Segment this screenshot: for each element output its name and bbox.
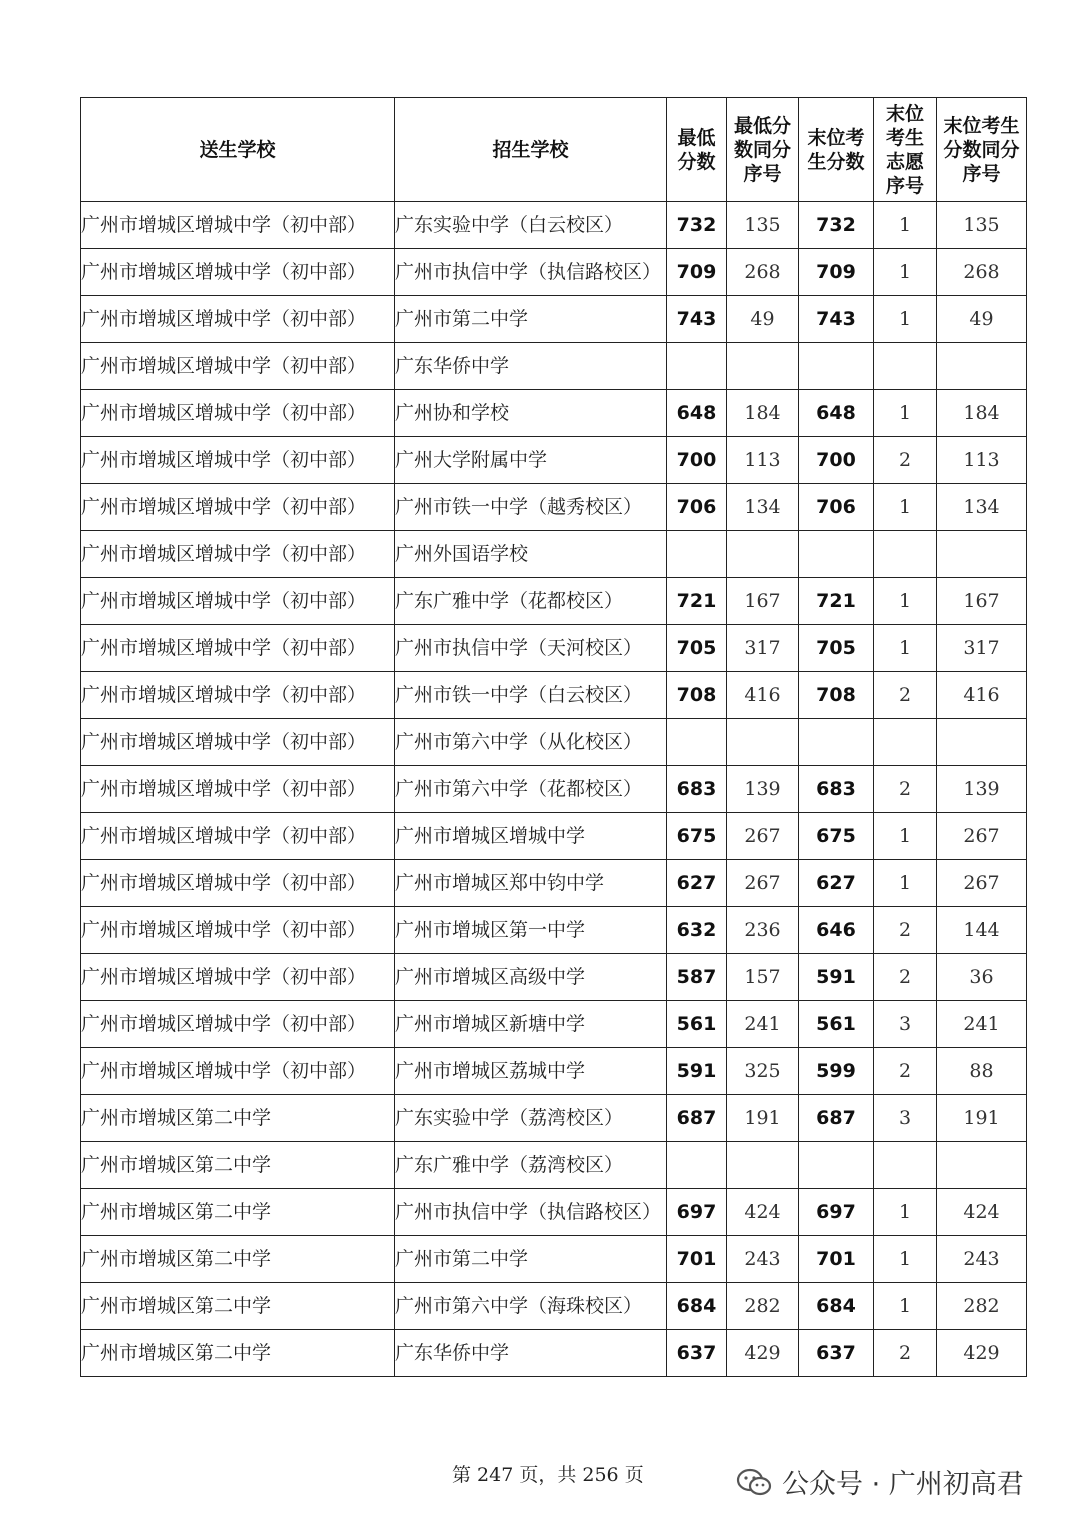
cell-send-school: 广州市增城区增城中学（初中部） [81,578,395,625]
header-last-score [799,98,874,202]
cell-recv-school: 广州市铁一中学（越秀校区） [395,484,667,531]
cell-recv-school: 广州市铁一中学（白云校区） [395,672,667,719]
cell-min-rank: 157 [727,954,799,1001]
cell-send-school: 广州市增城区第二中学 [81,1095,395,1142]
cell-last-rank: 134 [937,484,1027,531]
cell-recv-school: 广东实验中学（白云校区） [395,202,667,249]
cell-send-school: 广州市增城区增城中学（初中部） [81,813,395,860]
cell-min-rank: 317 [727,625,799,672]
cell-last-rank: 241 [937,1001,1027,1048]
table-row [81,907,1027,954]
cell-min-score: 627 [667,860,727,907]
cell-last-rank: 113 [937,437,1027,484]
cell-last-choice: 1 [874,813,937,860]
table-row [81,1283,1027,1330]
cell-send-school: 广州市增城区第二中学 [81,1142,395,1189]
table-row [81,1001,1027,1048]
table-body [81,202,1027,1377]
cell-last-rank: 267 [937,813,1027,860]
cell-last-rank [937,531,1027,578]
cell-send-school: 广州市增城区增城中学（初中部） [81,249,395,296]
header-recv-school: 招生学校 [395,98,667,202]
wechat-watermark [736,1462,1024,1501]
cell-min-score: 705 [667,625,727,672]
cell-last-score: 721 [799,578,874,625]
cell-last-choice: 2 [874,1048,937,1095]
cell-min-rank [727,531,799,578]
cell-send-school: 广州市增城区增城中学（初中部） [81,437,395,484]
cell-last-rank: 139 [937,766,1027,813]
cell-last-rank: 267 [937,860,1027,907]
cell-last-choice: 1 [874,484,937,531]
cell-last-choice: 2 [874,437,937,484]
cell-recv-school: 广东实验中学（荔湾校区） [395,1095,667,1142]
cell-min-score: 637 [667,1330,727,1377]
cell-last-rank: 416 [937,672,1027,719]
cell-last-score: 700 [799,437,874,484]
cell-min-score: 708 [667,672,727,719]
cell-min-rank [727,719,799,766]
cell-send-school: 广州市增城区增城中学（初中部） [81,484,395,531]
cell-last-score: 701 [799,1236,874,1283]
cell-min-rank: 241 [727,1001,799,1048]
cell-last-rank: 144 [937,907,1027,954]
table-header [81,98,1027,202]
cell-last-score [799,343,874,390]
cell-recv-school: 广州市第六中学（花都校区） [395,766,667,813]
cell-min-rank: 49 [727,296,799,343]
cell-min-score: 706 [667,484,727,531]
cell-min-score: 721 [667,578,727,625]
cell-min-rank: 424 [727,1189,799,1236]
cell-recv-school: 广东华侨中学 [395,1330,667,1377]
cell-last-choice: 1 [874,1189,937,1236]
cell-recv-school: 广州市执信中学（天河校区） [395,625,667,672]
cell-min-score: 732 [667,202,727,249]
cell-min-rank [727,1142,799,1189]
header-send-school: 送生学校 [81,98,395,202]
cell-last-rank: 184 [937,390,1027,437]
cell-recv-school: 广州市增城区新塘中学 [395,1001,667,1048]
cell-recv-school: 广州市第六中学（从化校区） [395,719,667,766]
header-min-rank [727,98,799,202]
cell-last-rank [937,343,1027,390]
table-row [81,625,1027,672]
cell-min-score: 632 [667,907,727,954]
cell-min-rank: 167 [727,578,799,625]
cell-recv-school: 广州市增城区增城中学 [395,813,667,860]
table-row [81,813,1027,860]
cell-recv-school: 广州市第二中学 [395,1236,667,1283]
admission-score-table [80,97,1027,1377]
cell-recv-school: 广州市增城区郑中钧中学 [395,860,667,907]
table-row [81,531,1027,578]
cell-send-school: 广州市增城区增城中学（初中部） [81,860,395,907]
cell-recv-school: 广州市增城区高级中学 [395,954,667,1001]
header-min-rank-text: 最低分数同分序号 [733,114,791,185]
cell-last-rank [937,1142,1027,1189]
cell-min-rank: 134 [727,484,799,531]
cell-min-rank: 429 [727,1330,799,1377]
cell-send-school: 广州市增城区增城中学（初中部） [81,390,395,437]
cell-last-choice: 1 [874,296,937,343]
cell-last-score: 697 [799,1189,874,1236]
cell-last-choice: 3 [874,1095,937,1142]
table-row [81,249,1027,296]
cell-recv-school: 广州市第二中学 [395,296,667,343]
cell-send-school: 广州市增城区增城中学（初中部） [81,296,395,343]
header-last-score-text: 末位考生分数 [807,126,865,173]
cell-recv-school: 广东华侨中学 [395,343,667,390]
cell-min-score: 648 [667,390,727,437]
cell-min-score [667,719,727,766]
cell-last-choice: 3 [874,1001,937,1048]
cell-last-choice: 2 [874,766,937,813]
cell-send-school: 广州市增城区第二中学 [81,1330,395,1377]
cell-last-choice [874,531,937,578]
cell-min-score: 675 [667,813,727,860]
cell-recv-school: 广州市第六中学（海珠校区） [395,1283,667,1330]
table-row [81,1189,1027,1236]
table-row [81,484,1027,531]
cell-last-score: 708 [799,672,874,719]
cell-last-choice: 1 [874,578,937,625]
cell-min-rank [727,343,799,390]
cell-send-school: 广州市增城区增城中学（初中部） [81,766,395,813]
cell-min-rank: 325 [727,1048,799,1095]
table-row [81,437,1027,484]
cell-last-rank: 317 [937,625,1027,672]
cell-min-score: 709 [667,249,727,296]
cell-min-rank: 282 [727,1283,799,1330]
cell-min-score [667,531,727,578]
table-row [81,954,1027,1001]
table-row [81,343,1027,390]
cell-recv-school: 广东广雅中学（荔湾校区） [395,1142,667,1189]
cell-send-school: 广州市增城区增城中学（初中部） [81,907,395,954]
page-number: 第 247 页，共 256 页 [452,1464,644,1486]
cell-last-choice: 2 [874,672,937,719]
cell-last-score: 675 [799,813,874,860]
cell-send-school: 广州市增城区增城中学（初中部） [81,1001,395,1048]
cell-last-rank: 429 [937,1330,1027,1377]
cell-last-rank: 49 [937,296,1027,343]
cell-last-score: 743 [799,296,874,343]
cell-min-score: 743 [667,296,727,343]
page-footer [0,1460,1080,1500]
cell-send-school: 广州市增城区第二中学 [81,1236,395,1283]
header-last-choice [874,98,937,202]
cell-min-score [667,1142,727,1189]
cell-last-rank: 36 [937,954,1027,1001]
cell-last-score: 687 [799,1095,874,1142]
table-row [81,766,1027,813]
cell-recv-school: 广东广雅中学（花都校区） [395,578,667,625]
cell-min-score: 587 [667,954,727,1001]
cell-min-rank: 184 [727,390,799,437]
cell-last-rank: 243 [937,1236,1027,1283]
cell-last-score: 627 [799,860,874,907]
cell-recv-school: 广州市执信中学（执信路校区） [395,1189,667,1236]
cell-recv-school: 广州市增城区荔城中学 [395,1048,667,1095]
cell-last-rank: 135 [937,202,1027,249]
cell-min-score: 684 [667,1283,727,1330]
cell-last-score: 732 [799,202,874,249]
cell-min-rank: 267 [727,813,799,860]
cell-last-rank: 268 [937,249,1027,296]
table-row [81,719,1027,766]
table-row [81,1330,1027,1377]
cell-send-school: 广州市增城区增城中学（初中部） [81,531,395,578]
header-min-score [667,98,727,202]
cell-last-score: 561 [799,1001,874,1048]
cell-min-rank: 267 [727,860,799,907]
cell-min-rank: 135 [727,202,799,249]
cell-send-school: 广州市增城区增城中学（初中部） [81,1048,395,1095]
table-row [81,672,1027,719]
cell-min-score: 683 [667,766,727,813]
cell-last-choice: 1 [874,1236,937,1283]
header-min-score-text: 最低分数 [677,126,716,173]
cell-recv-school: 广州外国语学校 [395,531,667,578]
cell-send-school: 广州市增城区第二中学 [81,1189,395,1236]
cell-last-rank: 167 [937,578,1027,625]
cell-last-score: 684 [799,1283,874,1330]
cell-last-choice: 1 [874,202,937,249]
cell-min-score: 701 [667,1236,727,1283]
cell-recv-school: 广州市执信中学（执信路校区） [395,249,667,296]
cell-last-rank: 191 [937,1095,1027,1142]
cell-min-rank: 191 [727,1095,799,1142]
cell-last-choice [874,343,937,390]
table-row [81,202,1027,249]
table-row [81,860,1027,907]
cell-last-choice: 1 [874,1283,937,1330]
cell-send-school: 广州市增城区增城中学（初中部） [81,343,395,390]
cell-last-choice: 1 [874,390,937,437]
cell-min-rank: 268 [727,249,799,296]
table-row [81,1236,1027,1283]
cell-send-school: 广州市增城区增城中学（初中部） [81,202,395,249]
cell-last-score: 709 [799,249,874,296]
cell-last-score [799,1142,874,1189]
header-row [81,98,1027,202]
cell-send-school: 广州市增城区增城中学（初中部） [81,954,395,1001]
cell-recv-school: 广州协和学校 [395,390,667,437]
cell-last-choice: 1 [874,860,937,907]
cell-last-choice: 1 [874,249,937,296]
cell-last-rank: 424 [937,1189,1027,1236]
cell-last-choice: 1 [874,625,937,672]
cell-last-score: 648 [799,390,874,437]
cell-last-rank: 88 [937,1048,1027,1095]
table-row [81,1048,1027,1095]
cell-last-choice: 2 [874,954,937,1001]
header-last-rank-text: 末位考生分数同分序号 [943,114,1020,185]
cell-min-score: 687 [667,1095,727,1142]
wechat-icon [736,1468,772,1496]
cell-last-score: 705 [799,625,874,672]
cell-min-rank: 113 [727,437,799,484]
table-row [81,1095,1027,1142]
cell-send-school: 广州市增城区增城中学（初中部） [81,719,395,766]
cell-last-score: 706 [799,484,874,531]
cell-last-score: 683 [799,766,874,813]
table-row [81,390,1027,437]
cell-recv-school: 广州大学附属中学 [395,437,667,484]
cell-min-rank: 139 [727,766,799,813]
cell-send-school: 广州市增城区第二中学 [81,1283,395,1330]
cell-last-choice [874,1142,937,1189]
cell-min-score: 697 [667,1189,727,1236]
table-row [81,578,1027,625]
table-row [81,1142,1027,1189]
cell-last-score: 646 [799,907,874,954]
cell-min-score: 561 [667,1001,727,1048]
cell-last-choice: 2 [874,1330,937,1377]
watermark-text: 公众号 · 广州初高君 [782,1469,1024,1500]
cell-min-score [667,343,727,390]
cell-recv-school: 广州市增城区第一中学 [395,907,667,954]
header-last-rank [937,98,1027,202]
cell-last-score: 599 [799,1048,874,1095]
cell-min-rank: 416 [727,672,799,719]
cell-last-score: 591 [799,954,874,1001]
cell-last-rank [937,719,1027,766]
cell-last-rank: 282 [937,1283,1027,1330]
cell-last-score [799,531,874,578]
table-row [81,296,1027,343]
cell-send-school: 广州市增城区增城中学（初中部） [81,672,395,719]
cell-min-rank: 243 [727,1236,799,1283]
cell-last-score: 637 [799,1330,874,1377]
cell-last-choice: 2 [874,907,937,954]
cell-last-choice [874,719,937,766]
cell-send-school: 广州市增城区增城中学（初中部） [81,625,395,672]
cell-last-score [799,719,874,766]
header-last-choice-text: 末位考生志愿序号 [885,102,924,197]
cell-min-rank: 236 [727,907,799,954]
cell-min-score: 700 [667,437,727,484]
cell-min-score: 591 [667,1048,727,1095]
